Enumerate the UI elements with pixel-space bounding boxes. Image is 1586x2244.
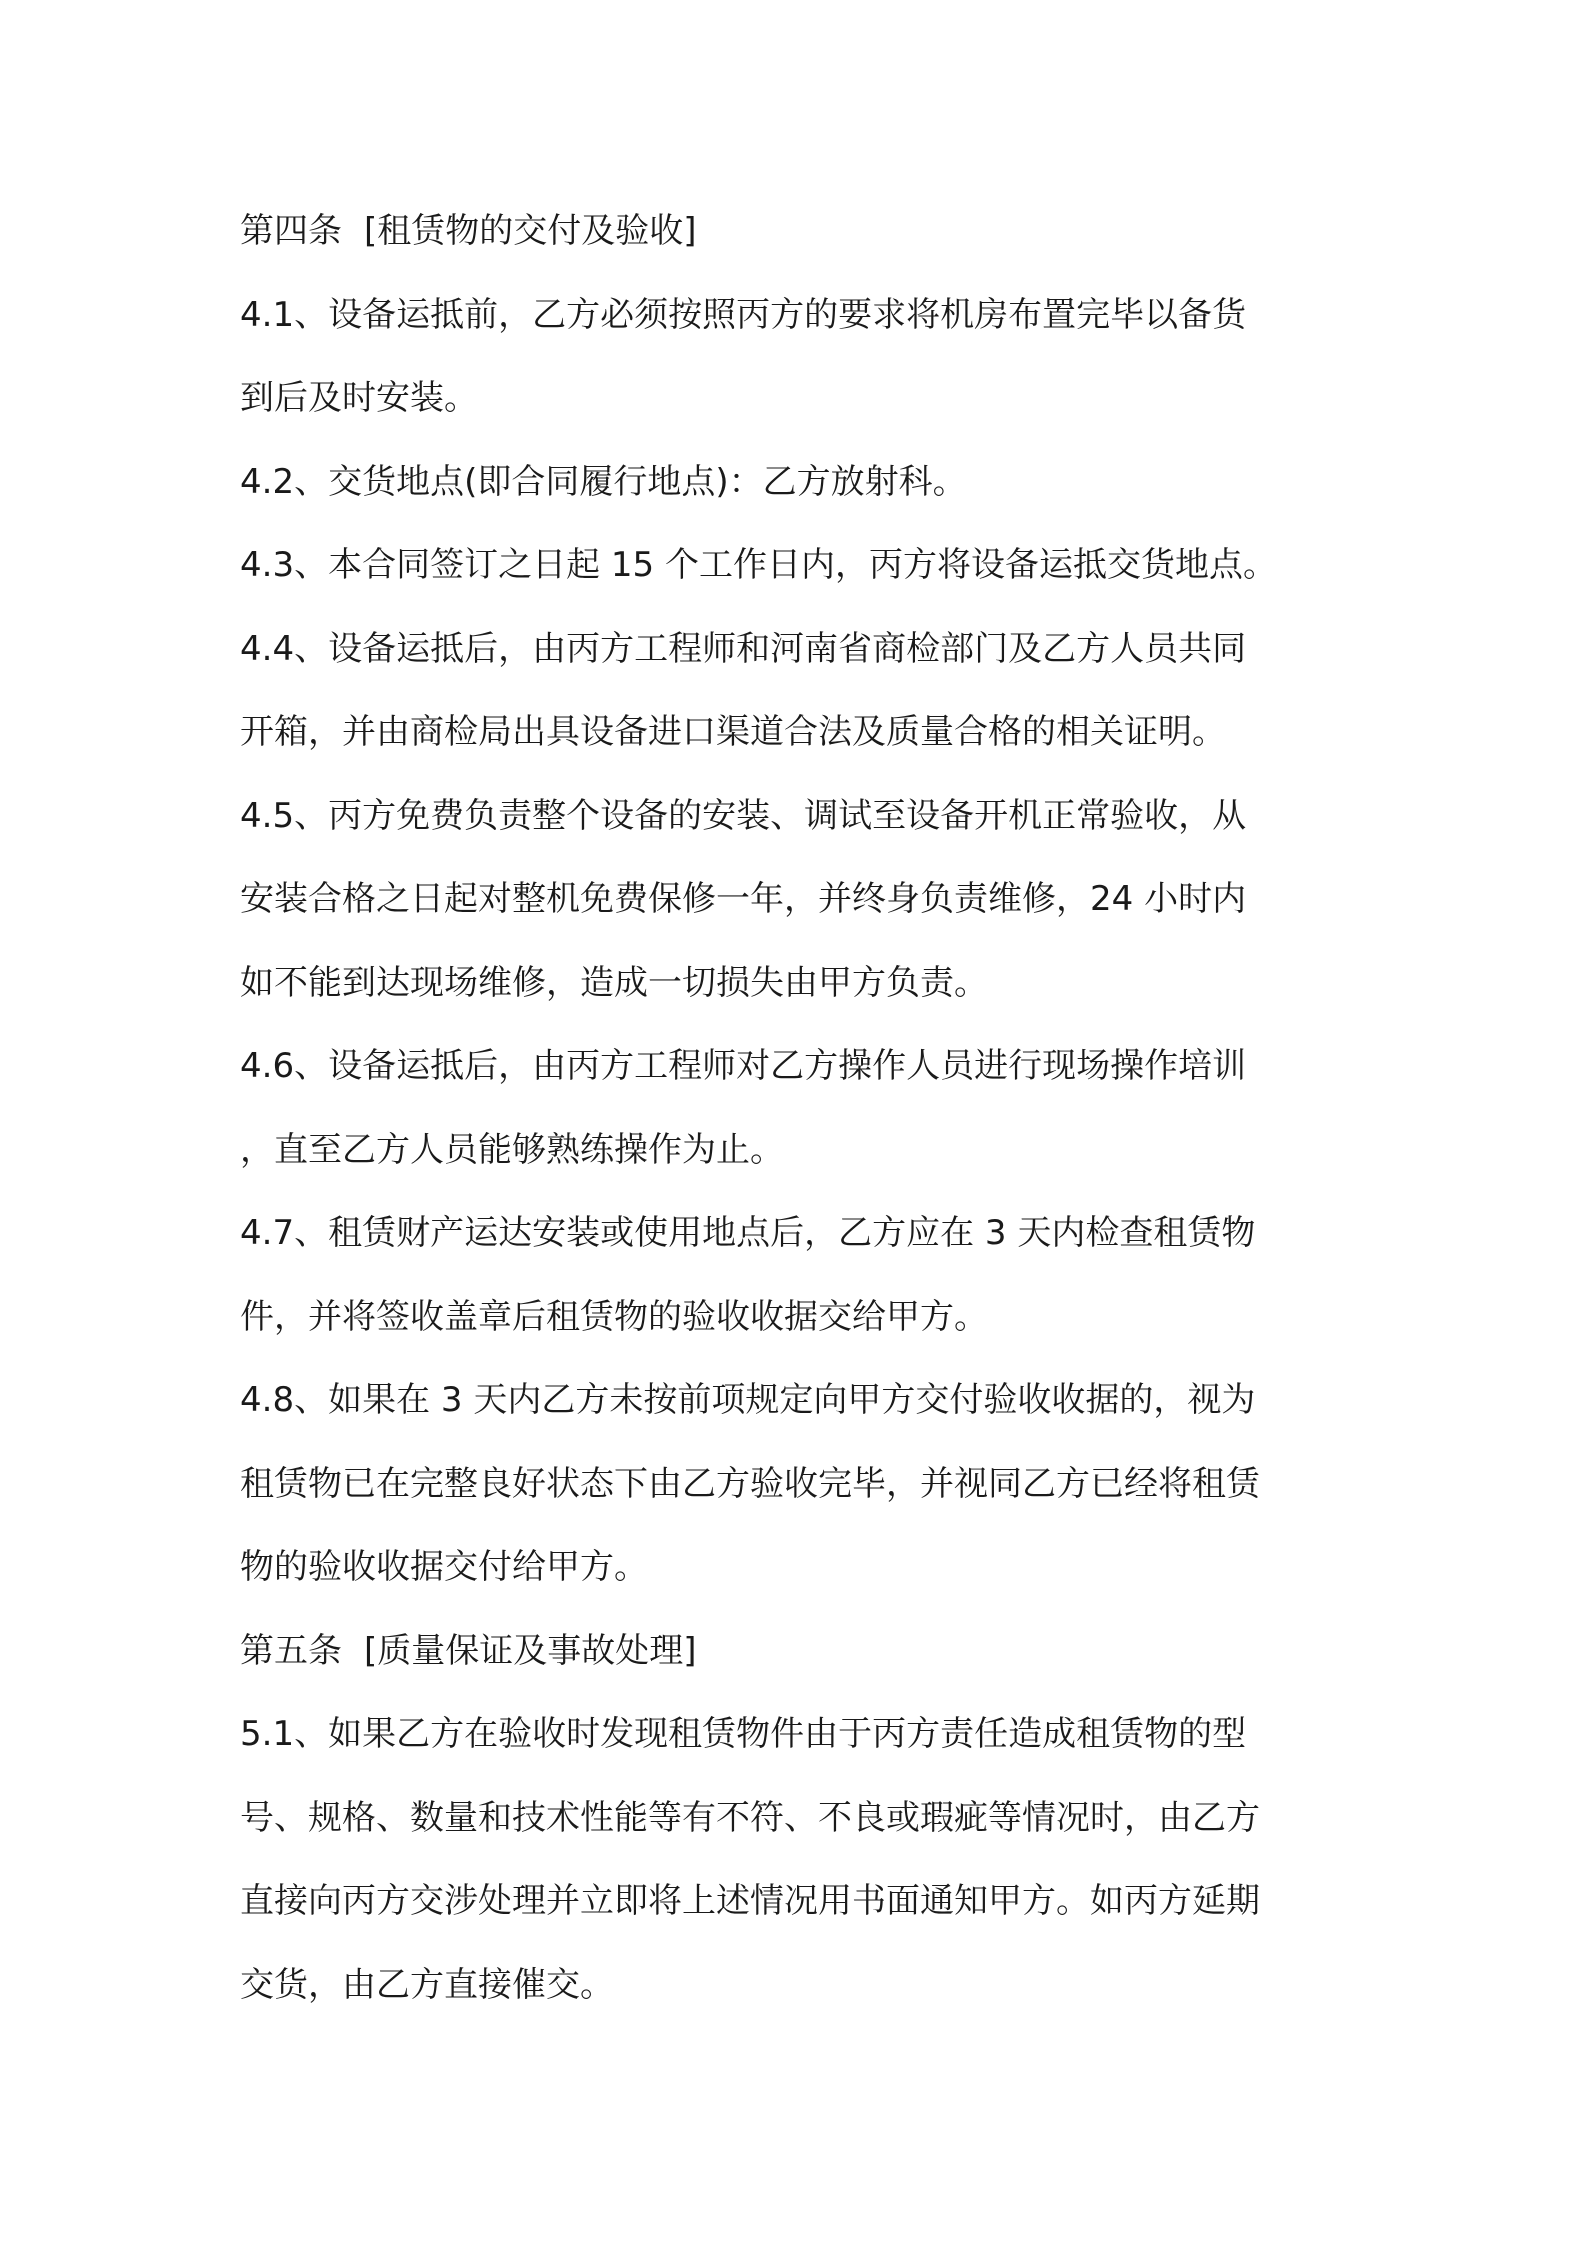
paragraph-line: 安装合格之日起对整机免费保修一年，并终身负责维修，24 小时内 [240,879,1247,919]
paragraph-line: 4.7、租赁财产运达安装或使用地点后，乙方应在 3 天内检查租赁物 [240,1213,1256,1253]
paragraph-line: 件，并将签收盖章后租赁物的验收收据交给甲方。 [240,1296,988,1337]
paragraph-line: 到后及时安装。 [240,378,478,418]
paragraph-line: 交货，由乙方直接催交。 [240,1964,614,2005]
section-number: 第五条 [240,1630,342,1671]
paragraph-line: 号、规格、数量和技术性能等有不符、不良或瑕疵等情况时，由乙方 [240,1797,1260,1838]
section-number: 第四条 [240,211,342,251]
paragraph-line: 4.5、丙方免费负责整个设备的安装、调试至设备开机正常验收，从 [240,795,1247,836]
paragraph-line: 4.6、设备运抵后，由丙方工程师对乙方操作人员进行现场操作培训 [240,1046,1247,1086]
paragraph-line: 4.8、如果在 3 天内乙方未按前项规定向甲方交付验收收据的，视为 [240,1380,1256,1420]
paragraph-line: 物的验收收据交付给甲方。 [240,1547,648,1587]
section-heading [240,1610,1360,1694]
document-body [240,190,1360,2027]
paragraph-line: 如不能到达现场维修，造成一切损失由甲方负责。 [240,962,988,1003]
section-title: [质量保证及事故处理] [364,1630,697,1671]
section-title: [租赁物的交付及验收] [364,211,697,251]
paragraph-line: 5.1、如果乙方在验收时发现租赁物件由于丙方责任造成租赁物的型 [240,1714,1247,1754]
paragraph-line: 4.2、交货地点(即合同履行地点)：乙方放射科。 [240,461,967,502]
paragraph-line: 开箱，并由商检局出具设备进口渠道合法及质量合格的相关证明。 [240,712,1226,752]
paragraph-line: 租赁物已在完整良好状态下由乙方验收完毕，并视同乙方已经将租赁 [240,1463,1260,1504]
paragraph-line: ，直至乙方人员能够熟练操作为止。 [240,1129,784,1170]
section-heading [240,190,1360,274]
paragraph-line: 4.3、本合同签订之日起 15 个工作日内，丙方将设备运抵交货地点。 [240,545,1277,585]
paragraph-line: 4.1、设备运抵前，乙方必须按照丙方的要求将机房布置完毕以备货 [240,294,1247,335]
paragraph-line: 4.4、设备运抵后，由丙方工程师和河南省商检部门及乙方人员共同 [240,628,1247,669]
paragraph-line: 直接向丙方交涉处理并立即将上述情况用书面通知甲方。如丙方延期 [240,1881,1260,1921]
